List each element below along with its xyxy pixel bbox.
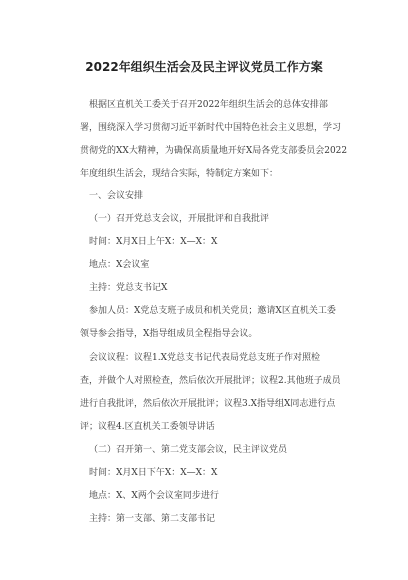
paragraph-line: 会议议程：议程1.X党总支书记代表局党总支班子作对照检: [89, 353, 320, 363]
paragraph-line: 贯彻党的XX大精神，为确保高质量地开好X局各党支部委员会2022: [80, 146, 348, 156]
paragraph-line: 年度组织生活会，现结合实际，特制定方案如下：: [80, 169, 279, 179]
paragraph-line: 领导参会指导，X指导组成员全程指导会议。: [80, 329, 258, 339]
paragraph-line: 进行自我批评，然后依次开展批评；议程3.X指导组X同志进行点: [80, 399, 336, 409]
paragraph-line: 主持：第一支部、第二支部书记: [89, 514, 216, 524]
paragraph-line: 参加人员：X党总支班子成员和机关党员；邀请X区直机关工委: [89, 306, 336, 316]
paragraph-line: 时间：X月X日上午X：X—X：X: [89, 237, 218, 247]
document-title: 2022年组织生活会及民主评议党员工作方案: [85, 60, 323, 74]
paragraph-line: 署，围绕深入学习贯彻习近平新时代中国特色社会主义思想，学习: [80, 123, 342, 133]
paragraph-line: 根据区直机关工委关于召开2022年组织生活会的总体安排部: [89, 100, 328, 110]
section-heading: 一、会议安排: [89, 191, 144, 201]
subsection-heading: （一）召开党总支会议，开展批评和自我批评: [89, 214, 270, 224]
paragraph-line: 地点：X会议室: [89, 260, 150, 270]
paragraph-line: 评；议程4.区直机关工委领导讲话: [80, 422, 215, 432]
paragraph-line: 时间：X月X日下午X：X—X：X: [89, 468, 218, 478]
subsection-heading: （二）召开第一、第二党支部会议，民主评议党员: [89, 445, 288, 455]
paragraph-line: 主持：党总支书记X: [89, 283, 168, 293]
paragraph-line: 查，并做个人对照检查，然后依次开展批评；议程2.其他班子成员: [80, 376, 341, 386]
paragraph-line: 地点：X、X两个会议室同步进行: [89, 491, 219, 501]
